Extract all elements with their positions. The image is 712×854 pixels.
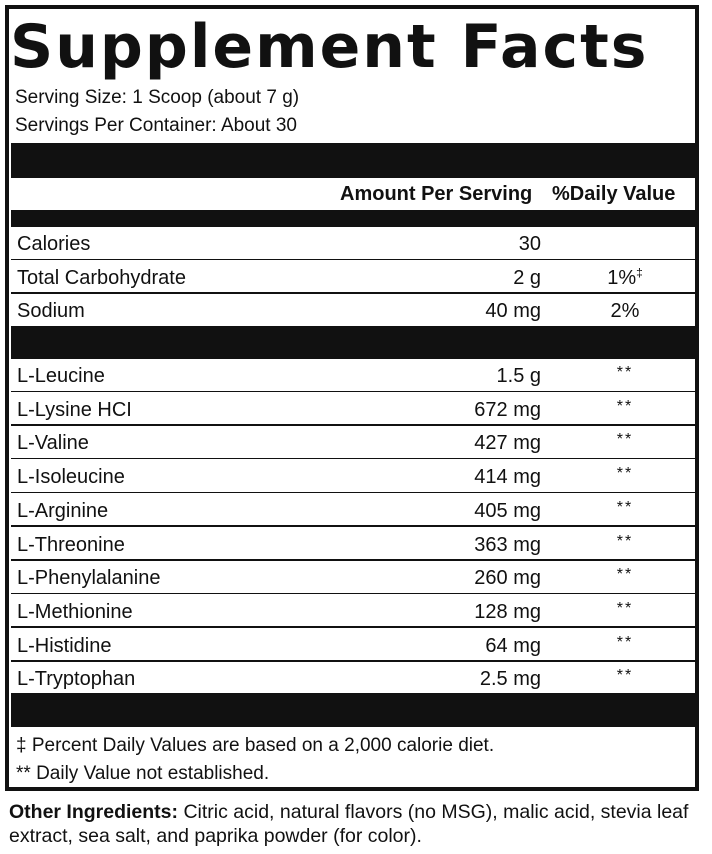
daily-value bbox=[575, 663, 675, 689]
ingredient-name: L-Histidine bbox=[17, 634, 112, 657]
daily-value-text: ** bbox=[616, 667, 634, 685]
ingredient-name: L-Tryptophan bbox=[17, 668, 136, 691]
ingredient-name: Calories bbox=[17, 233, 91, 255]
daily-value-text: 2% bbox=[610, 300, 640, 323]
footnote-not-established: ** Daily Value not established. bbox=[16, 763, 270, 784]
amount-per-serving: 1.5 g bbox=[496, 365, 541, 387]
ingredient-name: L-Lysine HCI bbox=[17, 398, 132, 421]
medium-divider bbox=[11, 210, 699, 227]
amount-per-serving: 414 mg bbox=[474, 466, 541, 489]
amount-per-serving: 128 mg bbox=[474, 600, 541, 623]
amount-per-serving: 363 mg bbox=[474, 533, 541, 556]
amount-per-serving: 672 mg bbox=[474, 398, 541, 421]
ingredient-name: L-Isoleucine bbox=[17, 466, 125, 489]
daily-value bbox=[575, 394, 675, 420]
thick-divider-middle bbox=[11, 326, 699, 359]
amount-per-serving: 427 mg bbox=[474, 432, 541, 455]
panel-title: Supplement Facts bbox=[10, 12, 649, 82]
amino-acid-row bbox=[11, 494, 699, 527]
daily-value bbox=[575, 630, 675, 656]
amount-per-serving: 40 mg bbox=[485, 300, 541, 323]
daily-value-text: ** bbox=[616, 465, 634, 483]
amount-per-serving: 64 mg bbox=[485, 634, 541, 657]
daily-value-text: ** bbox=[616, 431, 634, 449]
daily-value bbox=[575, 461, 675, 487]
daily-value bbox=[575, 427, 675, 453]
amount-per-serving: 2.5 mg bbox=[479, 668, 541, 691]
servings-per-container: Servings Per Container: About 30 bbox=[15, 115, 298, 136]
ingredient-name: L-Arginine bbox=[17, 499, 109, 522]
amino-acid-row bbox=[11, 595, 699, 628]
daily-value bbox=[575, 495, 675, 521]
amino-acid-row bbox=[11, 528, 699, 561]
nutrient-row bbox=[11, 261, 699, 294]
thick-divider-bottom bbox=[11, 693, 699, 727]
thick-divider-top bbox=[11, 143, 699, 178]
daily-value-text: ** bbox=[616, 532, 634, 550]
daily-value-text: ** bbox=[616, 599, 634, 617]
amino-acid-row bbox=[11, 460, 699, 493]
serving-size: Serving Size: 1 Scoop (about 7 g) bbox=[15, 87, 300, 108]
amino-acid-row bbox=[11, 426, 699, 459]
ingredient-name: Total Carbohydrate bbox=[17, 266, 186, 289]
amount-per-serving: 2 g bbox=[513, 266, 541, 289]
ingredient-name: L-Phenylalanine bbox=[17, 567, 161, 590]
amino-acid-row bbox=[11, 561, 699, 594]
ingredient-name: L-Valine bbox=[17, 432, 89, 455]
amino-acid-row bbox=[11, 629, 699, 662]
daily-value bbox=[575, 265, 675, 291]
amino-acid-row bbox=[11, 393, 699, 426]
daily-value bbox=[575, 562, 675, 588]
amount-per-serving: 405 mg bbox=[474, 499, 541, 522]
amount-per-serving: 260 mg bbox=[474, 567, 541, 590]
nutrient-row bbox=[11, 294, 699, 327]
ingredient-name: L-Threonine bbox=[17, 533, 125, 556]
other-ingredients-text: Citric acid, natural flavors (no MSG), malic acid, stevia leaf extract, sea salt, and paprika powder (for color). bbox=[9, 801, 689, 847]
header-daily-value: %Daily Value bbox=[552, 183, 676, 205]
daily-value bbox=[575, 298, 675, 324]
other-ingredients-label: Other Ingredients: bbox=[9, 801, 179, 823]
daily-value bbox=[575, 360, 675, 386]
daily-value-text: ** bbox=[616, 364, 634, 381]
nutrient-row bbox=[11, 227, 699, 260]
amino-acid-row bbox=[11, 359, 699, 392]
daily-value bbox=[575, 529, 675, 555]
amino-acid-row bbox=[11, 662, 699, 695]
daily-value-footnote-mark: ‡ bbox=[636, 265, 643, 280]
daily-value-text: ** bbox=[616, 566, 634, 584]
amount-per-serving: 30 bbox=[518, 233, 541, 255]
ingredient-name: Sodium bbox=[17, 300, 85, 323]
other-ingredients bbox=[9, 800, 699, 848]
daily-value-text: 1% bbox=[607, 266, 637, 289]
daily-value-text: ** bbox=[616, 498, 634, 516]
footnote-percent-daily: ‡ Percent Daily Values are based on a 2,000 calorie diet. bbox=[16, 735, 495, 756]
header-amount-per-serving: Amount Per Serving bbox=[340, 183, 533, 205]
ingredient-name: L-Methionine bbox=[17, 600, 133, 623]
daily-value bbox=[575, 596, 675, 622]
daily-value-text: ** bbox=[616, 397, 634, 415]
daily-value-text: ** bbox=[616, 633, 634, 651]
ingredient-name: L-Leucine bbox=[17, 365, 105, 387]
